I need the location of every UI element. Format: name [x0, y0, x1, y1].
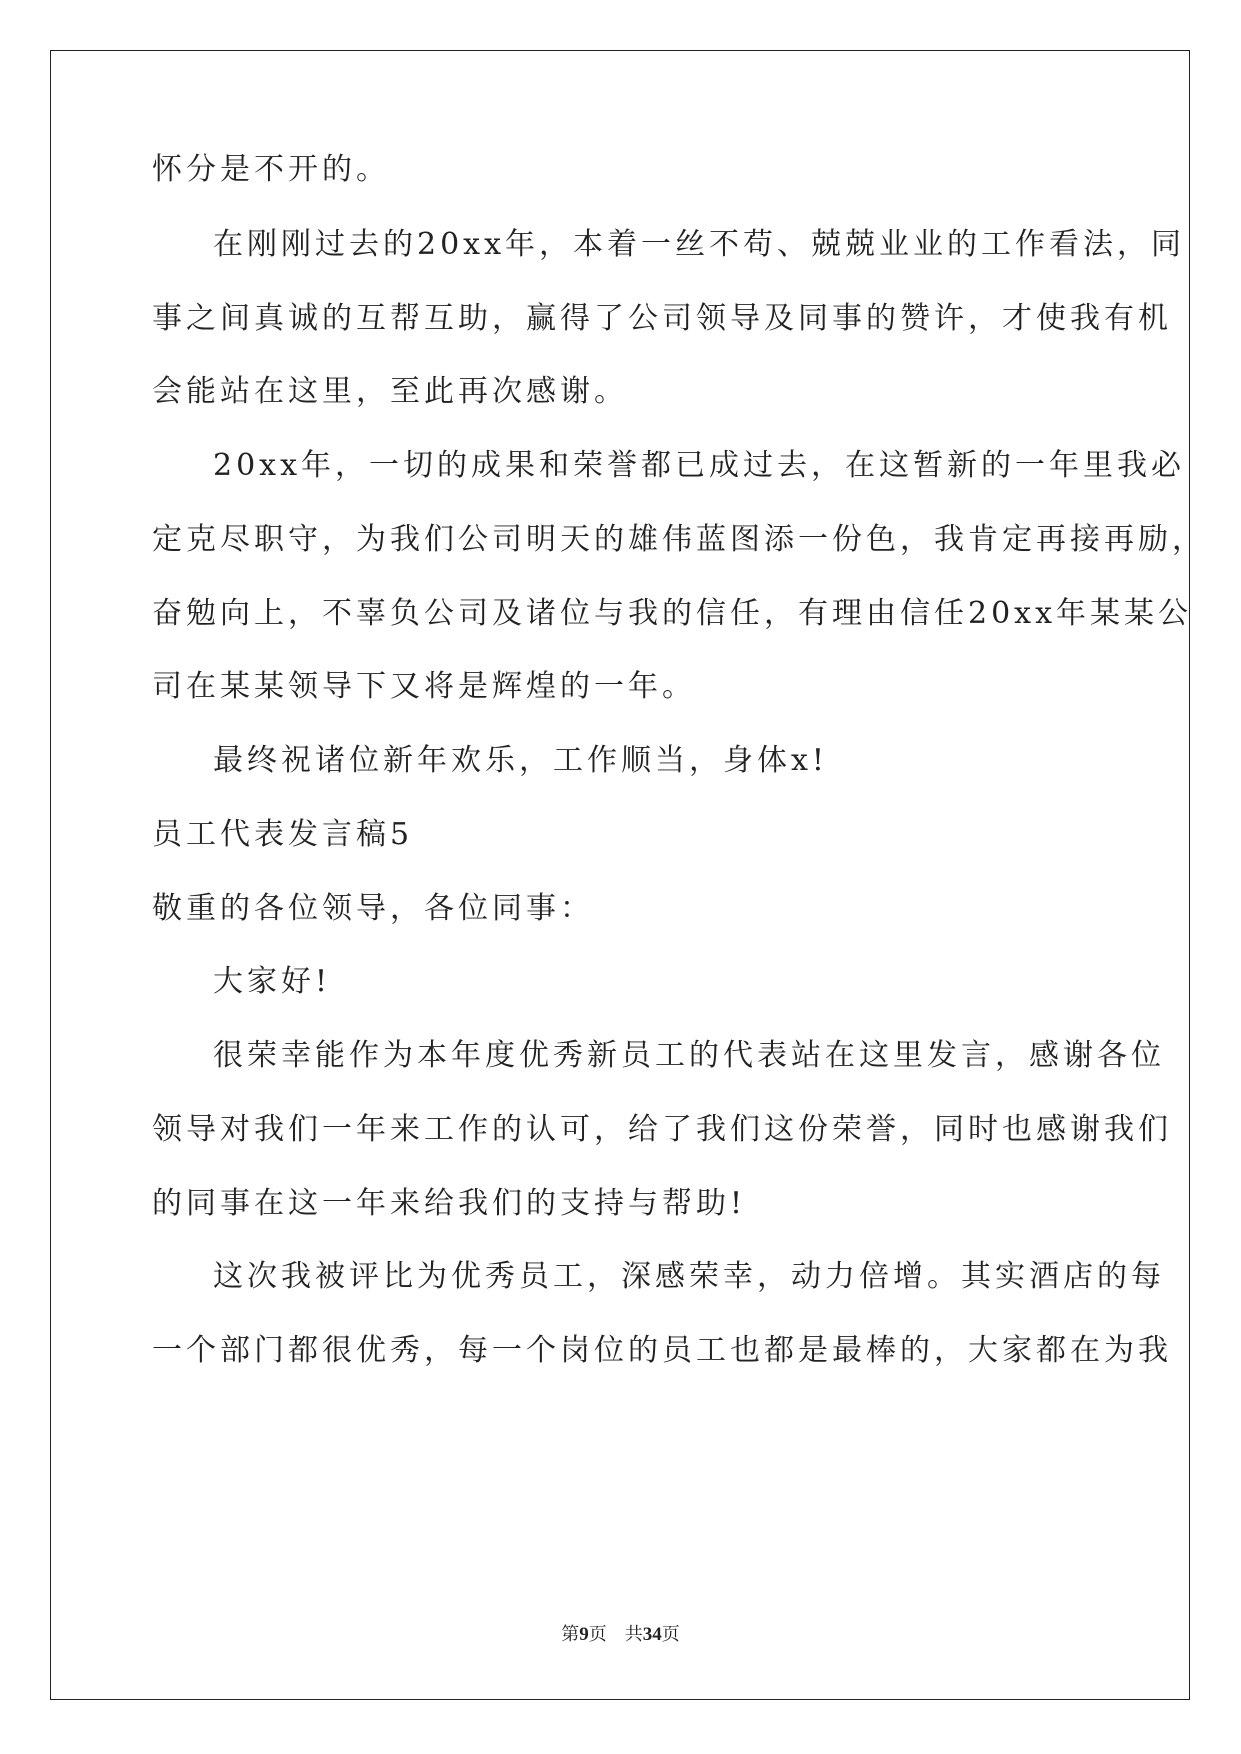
text-line: 很荣幸能作为本年度优秀新员工的代表站在这里发言，感谢各位 — [213, 1038, 1165, 1073]
text-line: 会能站在这里，至此再次感谢。 — [152, 374, 628, 409]
section-heading: 员工代表发言稿5 — [152, 817, 414, 852]
text-line: 怀分是不开的。 — [152, 152, 390, 187]
page-border — [50, 50, 1193, 1700]
text-line: 这次我被评比为优秀员工，深感荣幸，动力倍增。其实酒店的每 — [213, 1259, 1165, 1294]
text-line: 定克尽职守，为我们公司明天的雄伟蓝图添一份色，我肯定再接再励， — [152, 522, 1206, 557]
total-pages: 34 — [642, 1624, 662, 1645]
page-number: 9 — [579, 1624, 589, 1645]
text-line: 20xx年，一切的成果和荣誉都已成过去，在这暂新的一年里我必 — [213, 448, 1186, 483]
footer-mid: 页 共 — [588, 1624, 643, 1645]
text-line: 事之间真诚的互帮互助，赢得了公司领导及同事的赞许，才使我有机 — [152, 301, 1172, 336]
text-line: 司在某某领导下又将是辉煌的一年。 — [152, 669, 696, 704]
greeting: 大家好! — [213, 964, 332, 999]
footer-suffix: 页 — [661, 1624, 680, 1645]
text-line: 最终祝诸位新年欢乐，工作顺当，身体x! — [213, 743, 828, 778]
text-line: 的同事在这一年来给我们的支持与帮助! — [152, 1186, 747, 1221]
text-line: 在刚刚过去的20xx年，本着一丝不苟、兢兢业业的工作看法，同 — [213, 227, 1186, 262]
salutation: 敬重的各位领导，各位同事： — [152, 891, 594, 926]
page-footer — [0, 1620, 1241, 1646]
footer-prefix: 第 — [561, 1624, 580, 1645]
text-line: 领导对我们一年来工作的认可，给了我们这份荣誉，同时也感谢我们 — [152, 1112, 1172, 1147]
text-line: 一个部门都很优秀，每一个岗位的员工也都是最棒的，大家都在为我 — [152, 1333, 1172, 1368]
text-line: 奋勉向上，不辜负公司及诸位与我的信任，有理由信任20xx年某某公 — [152, 596, 1193, 631]
